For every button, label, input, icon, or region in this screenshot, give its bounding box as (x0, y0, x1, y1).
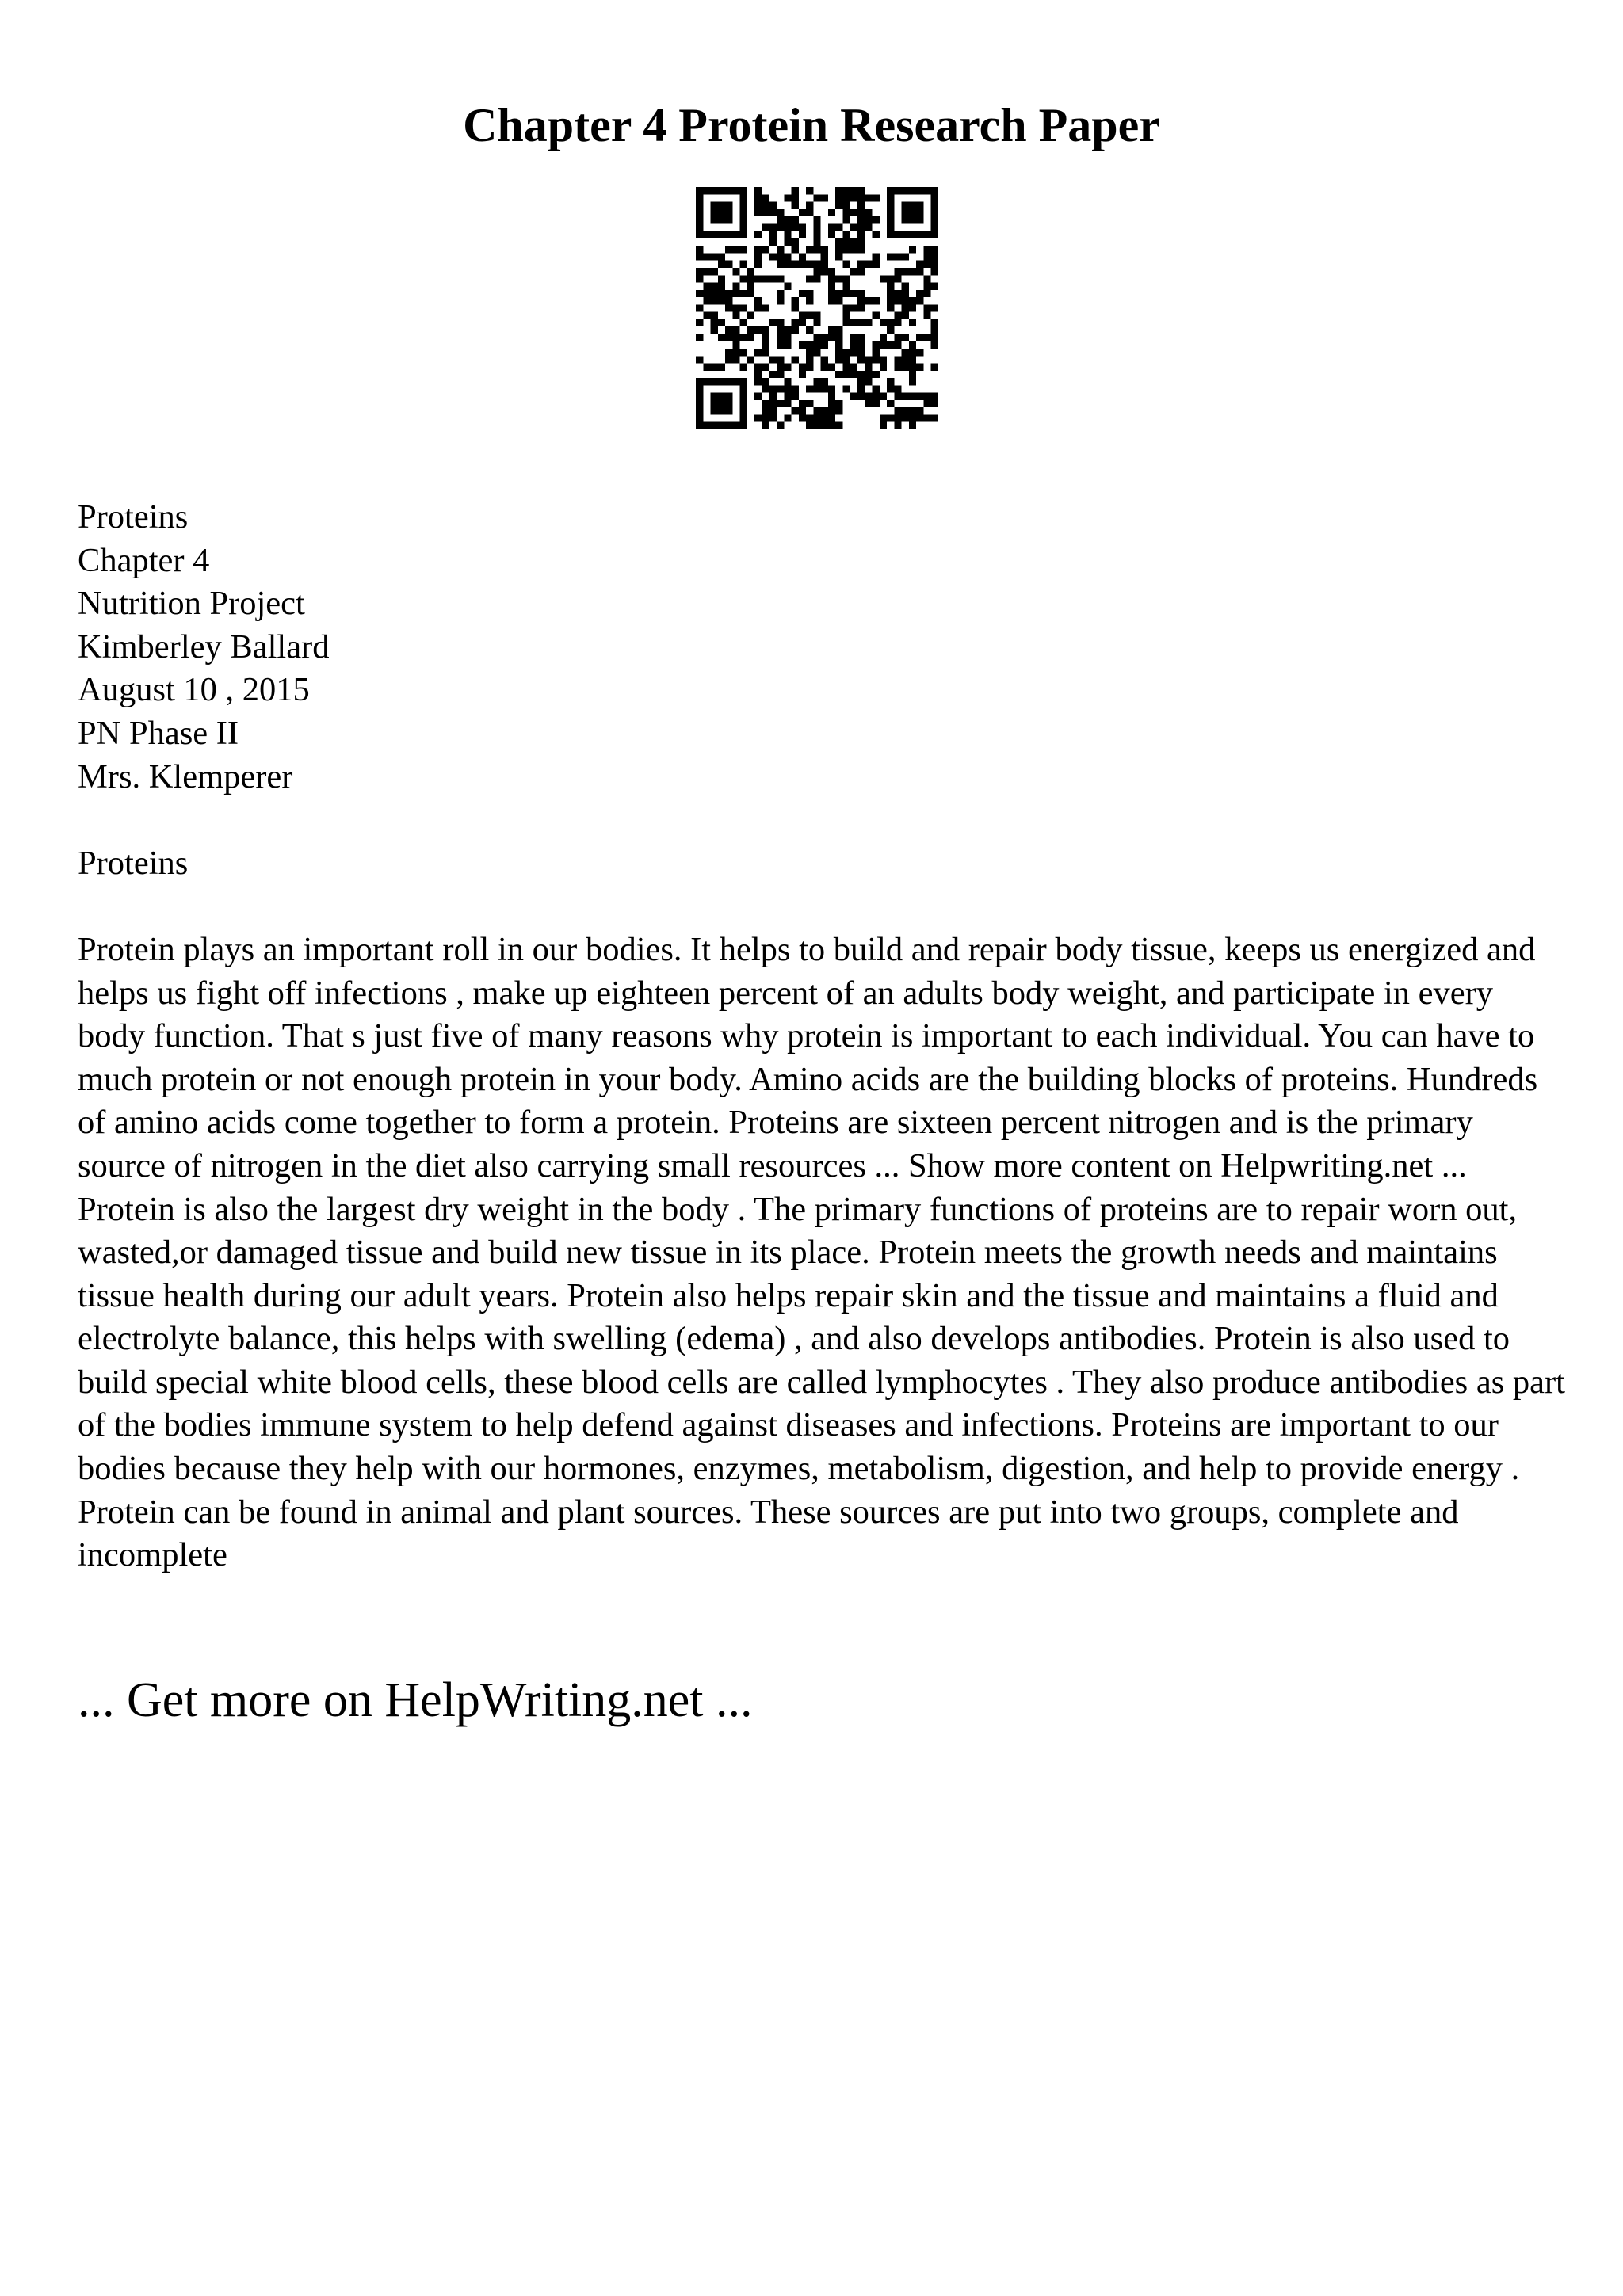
meta-line: August 10 , 2015 (78, 671, 310, 709)
meta-line: Nutrition Project (78, 585, 305, 623)
get-more-link[interactable]: ... Get more on HelpWriting.net ... (78, 1673, 753, 1727)
body-paragraph: Protein plays an important roll in our bodies. It helps to build and repair body tissue, keeps us energized and helps us fight off infections , make up eighteen percent of an adults body weight, and participate in every body function. That s just five of many reasons why protein is important to each individual. You can have to much protein or not enough protein in your body. Amino acids are the building blocks of proteins. Hundreds of amino acids come together to form a protein. Proteins are sixteen percent nitrogen and is the primary source of nitrogen in the diet also carrying small resources ... Show more content on Helpwriting.net ... (78, 930, 1538, 1184)
section-heading: Proteins (78, 844, 189, 882)
qr-code-icon[interactable] (696, 187, 938, 429)
meta-line: Proteins (78, 498, 189, 536)
document-title: Chapter 4 Protein Research Paper (463, 99, 1160, 151)
meta-line: PN Phase II (78, 714, 239, 752)
meta-line: Kimberley Ballard (78, 627, 330, 666)
meta-line: Chapter 4 (78, 541, 210, 579)
body-paragraph: Protein is also the largest dry weight in the body . The primary functions of proteins are to repair worn out, wasted,or damaged tissue and build new tissue in its place. Protein meets the growth needs and maintains tissue health during our adult years. Protein also helps repair skin and the tissue and maintains a fluid and electrolyte balance, this helps with swelling (edema) , and also develops antibodies. Protein is also used to build special white blood cells, these blood cells are called lymphocytes . They also produce antibodies as part of the bodies immune system to help defend against diseases and infections. Proteins are important to our bodies because they help with our hormones, enzymes, metabolism, digestion, and help to provide energy . Protein can be found in animal and plant sources. These sources are put into two groups, complete and incomplete (78, 1190, 1565, 1574)
document-body (78, 496, 1568, 1577)
meta-line: Mrs. Klemperer (78, 757, 293, 795)
meta-block (78, 496, 1568, 799)
